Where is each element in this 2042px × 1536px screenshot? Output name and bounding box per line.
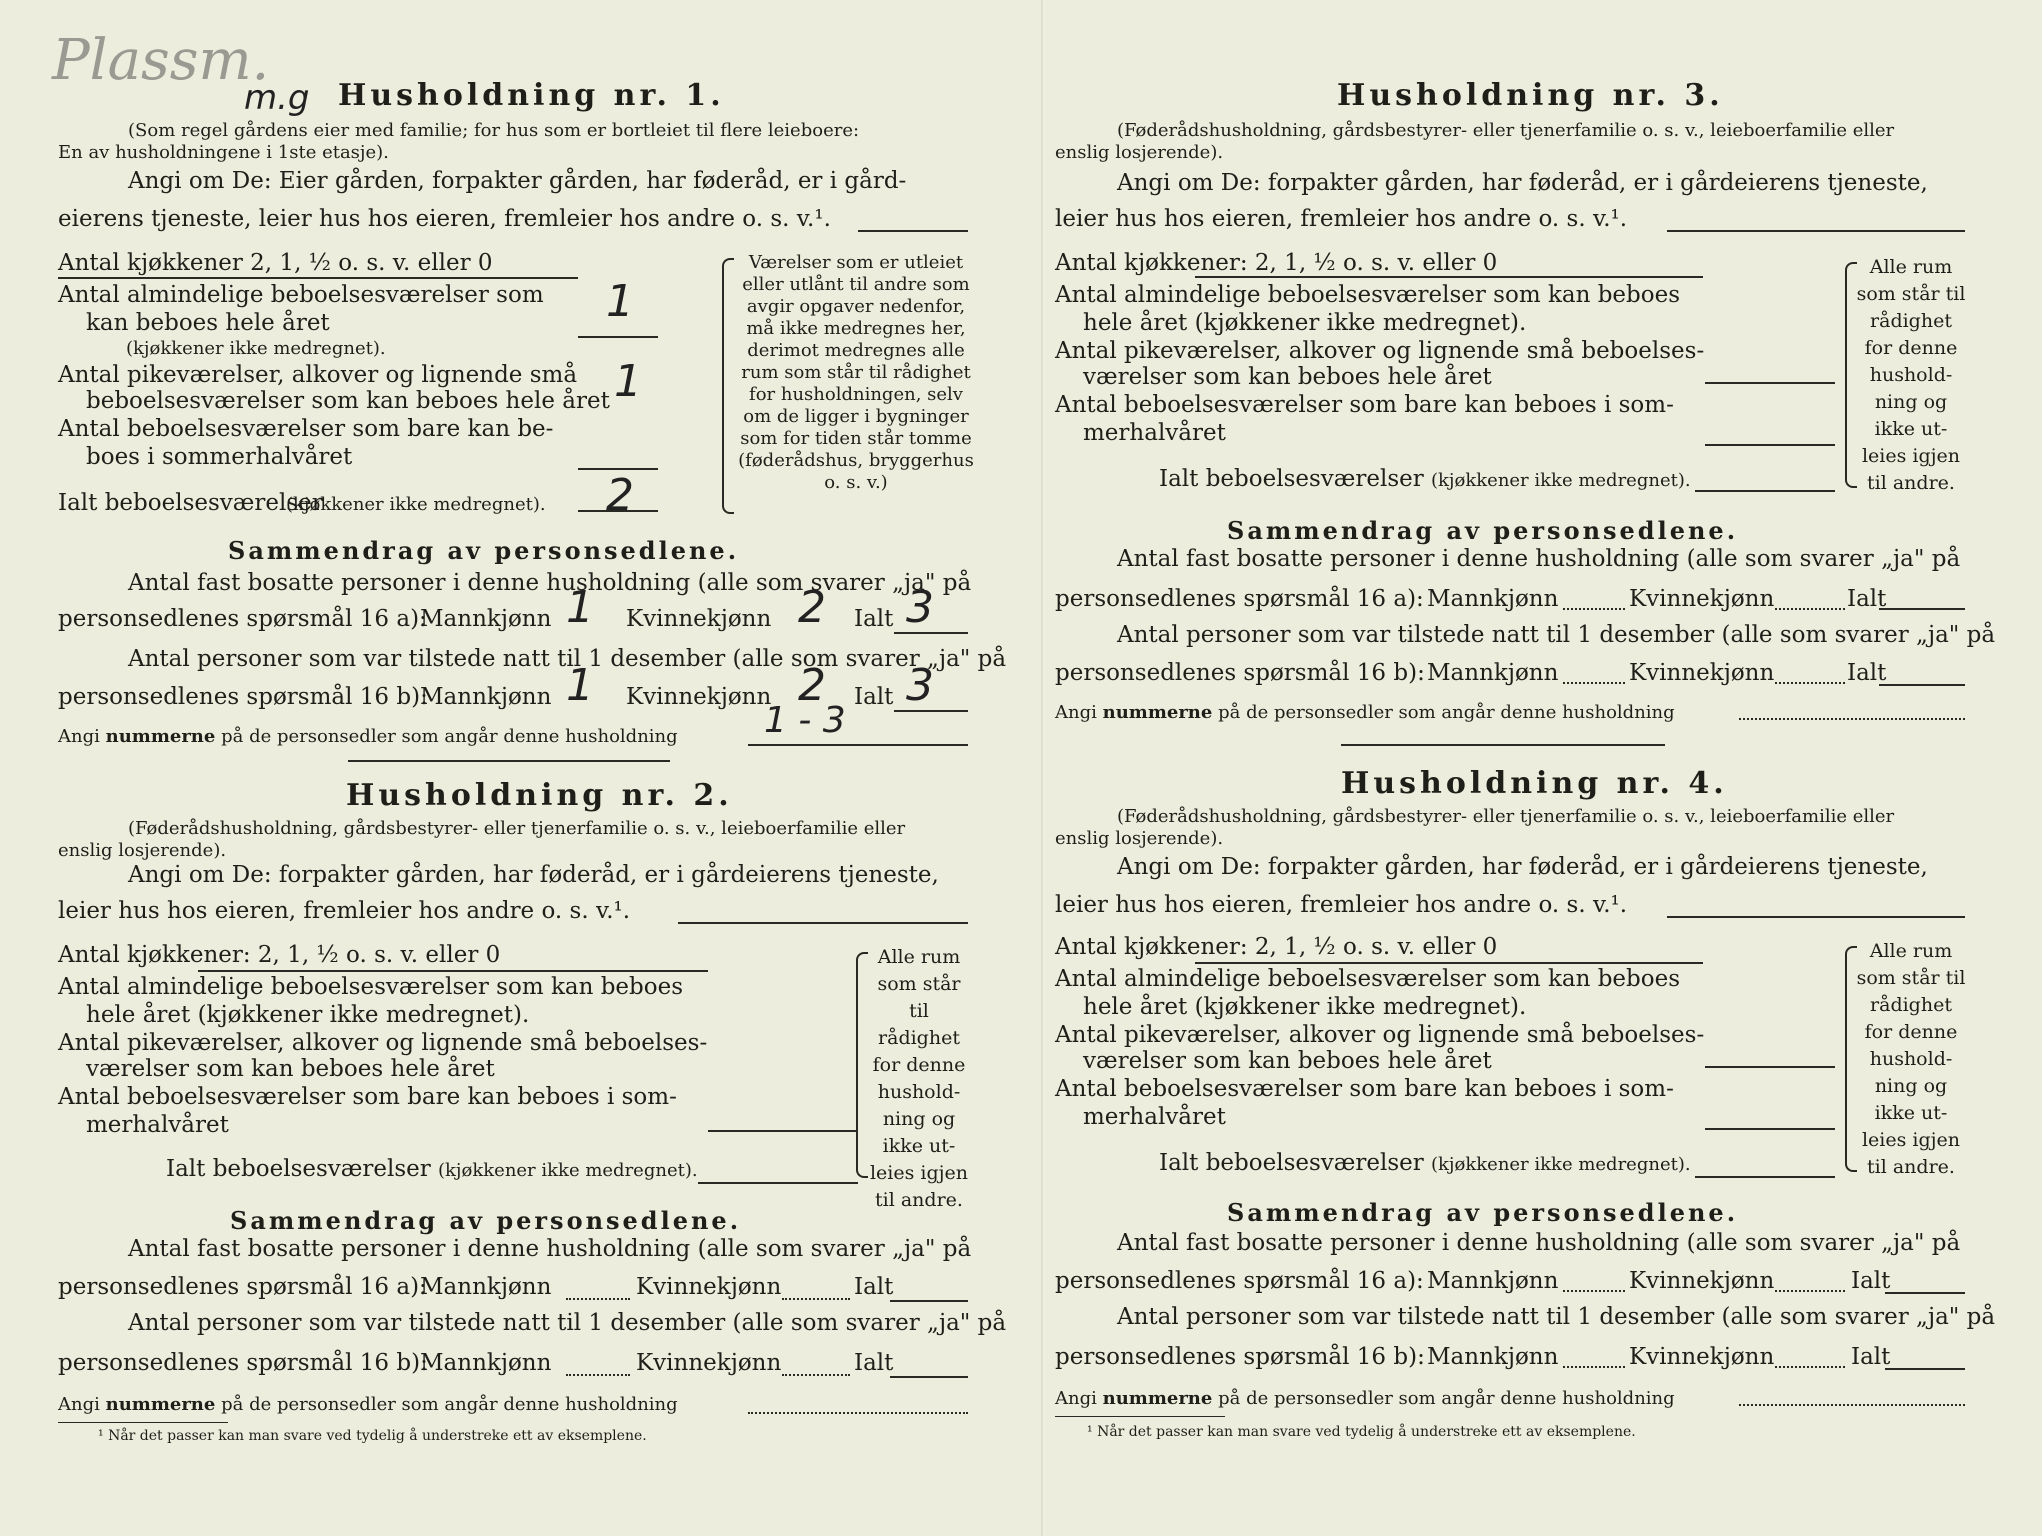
household-2-intro-2: enslig losjerende). [58, 840, 227, 861]
household-4-angi: Angi om De: forpakter gården, har føderåd, er i gårdeierens tjeneste, [1117, 854, 1928, 880]
present-female-line-4 [1775, 1366, 1845, 1368]
present-male-value: 1 [566, 660, 594, 711]
present-total-line [894, 710, 968, 712]
summer-rooms-label-h3-2: merhalvåret [1083, 420, 1226, 446]
maid-rooms-label-h2-2: værelser som kan beboes hele året [86, 1056, 495, 1082]
total-label-4b: Ialt [1851, 1344, 1891, 1370]
rooms-label-h2: Antal almindelige beboelsesværelser som kan beboes [58, 974, 684, 1000]
rooms-value: 1 [606, 276, 634, 327]
resident-line-2: Antal fast bosatte personer i denne husholdning (alle som svarer „ja" på [128, 1236, 972, 1262]
rooms-label: Antal almindelige beboelsesværelser som [58, 282, 544, 308]
total-line-4 [1695, 1176, 1835, 1178]
household-3-angi-2: leier hus hos eieren, fremleier hos andre o. s. v.¹. [1055, 206, 1628, 232]
footnote-separator-2 [1055, 1416, 1225, 1417]
footnote-separator [58, 1422, 228, 1423]
numbers-bold-3: nummerne [1102, 702, 1213, 723]
household-4-summary-title: Sammendrag av personsedlene. [1227, 1198, 1739, 1227]
section-separator-2 [1341, 744, 1665, 746]
summer-rooms-label-h2-2: merhalvåret [86, 1112, 229, 1138]
angi-answer-line-4 [1667, 916, 1965, 918]
total-label-4: Ialt [1851, 1268, 1891, 1294]
kitchens-line-2 [198, 970, 708, 972]
resident-question-4: personsedlenes spørsmål 16 a): [1055, 1268, 1424, 1294]
total-line-2 [698, 1182, 858, 1184]
numbers-label-3 [1055, 702, 1675, 723]
household-4-angi-2: leier hus hos eieren, fremleier hos andre o. s. v.¹. [1055, 892, 1628, 918]
maid-rooms-label-h4: Antal pikeværelser, alkover og lignende små beboelses- [1055, 1022, 1705, 1048]
household-4-intro-2: enslig losjerende). [1055, 828, 1224, 849]
rooms-label-2: kan beboes hele året [86, 310, 330, 336]
present-question-4: personsedlenes spørsmål 16 b): [1055, 1344, 1425, 1370]
resident-female-value: 2 [798, 582, 826, 633]
total-label-b: Ialt [854, 684, 894, 710]
maid-rooms-label-h3-2: værelser som kan beboes hele året [1083, 364, 1492, 390]
present-female-value: 2 [798, 660, 826, 711]
maid-rooms-label-2: beboelsesværelser som kan beboes hele året [86, 388, 610, 414]
rooms-label-h3-2: hele året (kjøkkener ikke medregnet). [1083, 310, 1527, 336]
household-1-intro: (Som regel gårdens eier med familie; for hus som er bortleiet til flere leieboere: [128, 120, 860, 141]
section-separator [348, 760, 670, 762]
kitchens-label-3: Antal kjøkkener: 2, 1, ½ o. s. v. eller 0 [1055, 250, 1498, 276]
resident-total-line-4 [1885, 1292, 1965, 1294]
resident-female-line-2 [782, 1298, 850, 1300]
total-label: Ialt [854, 606, 894, 632]
numbers-pre: Angi [58, 726, 100, 747]
summer-rooms-label-h4-2: merhalvåret [1083, 1104, 1226, 1130]
total-rooms-label-2: Ialt beboelsesværelser [166, 1156, 431, 1182]
household-2-title: Husholdning nr. 2. [346, 778, 733, 813]
page-fold [1041, 0, 1045, 1536]
summer-line-3 [1705, 444, 1835, 446]
rooms-label-h4-2: hele året (kjøkkener ikke medregnet). [1083, 994, 1527, 1020]
angi-answer-line [858, 230, 968, 232]
footnote-2: ¹ Når det passer kan man svare ved tydelig å understreke ett av eksemplene. [1087, 1424, 1636, 1440]
present-question-3: personsedlenes spørsmål 16 b): [1055, 660, 1425, 686]
female-label-3: Kvinnekjønn [1629, 586, 1775, 612]
kitchens-line-3 [1195, 276, 1703, 278]
total-label-3b: Ialt [1847, 660, 1887, 686]
male-label-2: Mannkjønn [420, 1274, 552, 1300]
resident-female-line-4 [1775, 1290, 1845, 1292]
present-line-3: Antal personer som var tilstede natt til 1 desember (alle som svarer „ja" på [1117, 622, 1996, 648]
rooms-line [578, 336, 658, 338]
resident-male-line-4 [1563, 1290, 1625, 1292]
summer-line-2 [708, 1130, 858, 1132]
maid-rooms-label-h2: Antal pikeværelser, alkover og lignende små beboelses- [58, 1030, 708, 1056]
resident-male-value: 1 [566, 582, 594, 633]
footnote: ¹ Når det passer kan man svare ved tydelig å understreke ett av eksemplene. [98, 1428, 647, 1444]
kitchens-line [58, 277, 578, 279]
kitchens-label-4: Antal kjøkkener: 2, 1, ½ o. s. v. eller 0 [1055, 934, 1498, 960]
total-rooms-label-3: Ialt beboelsesværelser [1159, 466, 1424, 492]
total-rooms-note-2: (kjøkkener ikke medregnet). [438, 1160, 698, 1181]
male-label-b: Mannkjønn [420, 684, 552, 710]
male-label-4b: Mannkjønn [1427, 1344, 1559, 1370]
present-line-2: Antal personer som var tilstede natt til 1 desember (alle som svarer „ja" på [128, 1310, 1007, 1336]
resident-total-value: 3 [906, 582, 934, 633]
present-male-line-3 [1563, 682, 1625, 684]
female-label-b: Kvinnekjønn [626, 684, 772, 710]
total-rooms-value: 2 [606, 470, 634, 521]
numbers-label [58, 726, 678, 747]
male-label: Mannkjønn [420, 606, 552, 632]
female-label-2b: Kvinnekjønn [636, 1350, 782, 1376]
numbers-post: på de personsedler som angår denne husholdning [221, 726, 678, 747]
total-line [578, 510, 658, 512]
female-label-4: Kvinnekjønn [1629, 1268, 1775, 1294]
resident-line-3: Antal fast bosatte personer i denne husholdning (alle som svarer „ja" på [1117, 546, 1961, 572]
numbers-post-4: på de personsedler som angår denne husholdning [1218, 1388, 1675, 1409]
maid-rooms-label-h3: Antal pikeværelser, alkover og lignende små beboelses- [1055, 338, 1705, 364]
resident-female-line-3 [1775, 608, 1845, 610]
male-label-4: Mannkjønn [1427, 1268, 1559, 1294]
kitchens-label-2: Antal kjøkkener: 2, 1, ½ o. s. v. eller 0 [58, 942, 501, 968]
numbers-label-4 [1055, 1388, 1675, 1409]
resident-total-line-2 [890, 1300, 968, 1302]
female-label: Kvinnekjønn [626, 606, 772, 632]
numbers-line-4 [1739, 1404, 1965, 1406]
summer-rooms-label-h3: Antal beboelsesværelser som bare kan beboes i som- [1055, 392, 1674, 418]
male-label-3: Mannkjønn [1427, 586, 1559, 612]
male-label-3b: Mannkjønn [1427, 660, 1559, 686]
resident-question-2: personsedlenes spørsmål 16 a): [58, 1274, 427, 1300]
present-question: personsedlenes spørsmål 16 b): [58, 684, 428, 710]
summer-line-4 [1705, 1128, 1835, 1130]
total-rooms-note: (kjøkkener ikke medregnet). [286, 494, 546, 515]
total-label-2b: Ialt [854, 1350, 894, 1376]
household-3-title: Husholdning nr. 3. [1337, 78, 1724, 113]
male-label-2b: Mannkjønn [420, 1350, 552, 1376]
summer-rooms-label: Antal beboelsesværelser som bare kan be- [58, 416, 554, 442]
resident-total-line-3 [1879, 608, 1965, 610]
household-3-intro: (Føderådshusholdning, gårdsbestyrer- eller tjenerfamilie o. s. v., leieboerfamilie eller [1117, 120, 1895, 141]
household-1-note: Værelser som er utleiet eller utlånt til andre som avgir opgaver nedenfor, må ikke medregnes her, derimot medregnes alle rum som står til rådighet for husholdningen, selv om de ligger i bygninger som for tiden står tomme (føderådshus, bryggerhus o. s. v.) [738, 252, 974, 493]
angi-answer-line-3 [1667, 230, 1965, 232]
household-3-intro-2: enslig losjerende). [1055, 142, 1224, 163]
numbers-pre-4: Angi [1055, 1388, 1097, 1409]
household-2-angi-2: leier hus hos eieren, fremleier hos andre o. s. v.¹. [58, 898, 631, 924]
rooms-note: (kjøkkener ikke medregnet). [126, 338, 386, 359]
household-3-note: Alle rum som står til rådighet for denne hushold-ning og ikke ut-leies igjen til andre. [1856, 256, 1966, 494]
present-total-line-3 [1879, 684, 1965, 686]
total-rooms-label: Ialt beboelsesværelser [58, 490, 323, 516]
maid-rooms-value: 1 [614, 356, 642, 407]
present-line-4: Antal personer som var tilstede natt til 1 desember (alle som svarer „ja" på [1117, 1304, 1996, 1330]
household-3-angi: Angi om De: forpakter gården, har føderåd, er i gårdeierens tjeneste, [1117, 170, 1928, 196]
maid-line-3 [1705, 382, 1835, 384]
present-female-line-3 [1775, 682, 1845, 684]
numbers-line-3 [1739, 718, 1965, 720]
maid-rooms-label: Antal pikeværelser, alkover og lignende små [58, 362, 578, 388]
present-total-value: 3 [906, 660, 934, 711]
household-3-summary-title: Sammendrag av personsedlene. [1227, 516, 1739, 545]
numbers-post-2: på de personsedler som angår denne husholdning [221, 1394, 678, 1415]
present-total-line-2 [890, 1376, 968, 1378]
resident-line: Antal fast bosatte personer i denne husholdning (alle som svarer „ja" på [128, 570, 972, 596]
kitchens-label: Antal kjøkkener 2, 1, ½ o. s. v. eller 0 [58, 250, 493, 276]
household-2-intro: (Føderådshusholdning, gårdsbestyrer- eller tjenerfamilie o. s. v., leieboerfamilie eller [128, 818, 906, 839]
total-line-3 [1695, 490, 1835, 492]
numbers-bold-2: nummerne [105, 1394, 216, 1415]
total-rooms-note-4: (kjøkkener ikke medregnet). [1431, 1154, 1691, 1175]
present-question-2: personsedlenes spørsmål 16 b): [58, 1350, 428, 1376]
household-1-title: Husholdning nr. 1. [338, 78, 725, 113]
maid-rooms-label-h4-2: værelser som kan beboes hele året [1083, 1048, 1492, 1074]
resident-question: personsedlenes spørsmål 16 a): [58, 606, 427, 632]
household-1-summary-title: Sammendrag av personsedlene. [228, 536, 740, 565]
female-label-2: Kvinnekjønn [636, 1274, 782, 1300]
household-2-angi: Angi om De: forpakter gården, har føderåd, er i gårdeierens tjeneste, [128, 862, 939, 888]
present-total-line-4 [1885, 1368, 1965, 1370]
total-rooms-note-3: (kjøkkener ikke medregnet). [1431, 470, 1691, 491]
maid-line-4 [1705, 1066, 1835, 1068]
present-male-line-2 [566, 1374, 630, 1376]
numbers-line-2 [748, 1412, 968, 1414]
household-1-angi: Angi om De: Eier gården, forpakter gården, har føderåd, er i gård- [128, 168, 907, 194]
numbers-pre-3: Angi [1055, 702, 1097, 723]
pencil-annotation: Plassm. [52, 28, 270, 93]
numbers-bold: nummerne [105, 726, 216, 747]
household-2-note: Alle rum som står til rådighet for denne hushold-ning og ikke ut-leies igjen til andre. [869, 946, 969, 1211]
rooms-label-h2-2: hele året (kjøkkener ikke medregnet). [86, 1002, 530, 1028]
household-4-note: Alle rum som står til rådighet for denne hushold-ning og ikke ut-leies igjen til andre. [1856, 940, 1966, 1178]
angi-answer-line-2 [678, 922, 968, 924]
rooms-label-h4: Antal almindelige beboelsesværelser som kan beboes [1055, 966, 1681, 992]
resident-male-line-2 [566, 1298, 630, 1300]
household-1-intro-2: En av husholdningene i 1ste etasje). [58, 142, 389, 163]
numbers-line [748, 744, 968, 746]
total-label-2: Ialt [854, 1274, 894, 1300]
resident-line-4: Antal fast bosatte personer i denne husholdning (alle som svarer „ja" på [1117, 1230, 1961, 1256]
present-female-line-2 [782, 1374, 850, 1376]
kitchens-line-4 [1195, 962, 1703, 964]
numbers-value: 1 - 3 [764, 700, 846, 741]
household-1-angi-2: eierens tjeneste, leier hus hos eieren, fremleier hos andre o. s. v.¹. [58, 206, 831, 232]
resident-total-line [894, 632, 968, 634]
numbers-pre-2: Angi [58, 1394, 100, 1415]
note-brace [722, 258, 734, 514]
female-label-4b: Kvinnekjønn [1629, 1344, 1775, 1370]
present-line: Antal personer som var tilstede natt til 1 desember (alle som svarer „ja" på [128, 646, 1007, 672]
female-label-3b: Kvinnekjønn [1629, 660, 1775, 686]
resident-question-3: personsedlenes spørsmål 16 a): [1055, 586, 1424, 612]
total-label-3: Ialt [1847, 586, 1887, 612]
household-4-title: Husholdning nr. 4. [1341, 766, 1728, 801]
numbers-bold-4: nummerne [1102, 1388, 1213, 1409]
summer-rooms-label-h4: Antal beboelsesværelser som bare kan beboes i som- [1055, 1076, 1674, 1102]
total-rooms-label-4: Ialt beboelsesværelser [1159, 1150, 1424, 1176]
present-male-line-4 [1563, 1366, 1625, 1368]
numbers-post-3: på de personsedler som angår denne husholdning [1218, 702, 1675, 723]
rooms-label-h3: Antal almindelige beboelsesværelser som kan beboes [1055, 282, 1681, 308]
summer-rooms-label-2: boes i sommerhalvåret [86, 444, 353, 470]
household-2-summary-title: Sammendrag av personsedlene. [230, 1206, 742, 1235]
household-4-intro: (Føderådshusholdning, gårdsbestyrer- eller tjenerfamilie o. s. v., leieboerfamilie eller [1117, 806, 1895, 827]
ink-annotation: m.g [244, 78, 310, 118]
resident-male-line-3 [1563, 608, 1625, 610]
numbers-label-2 [58, 1394, 678, 1415]
summer-rooms-label-h2: Antal beboelsesværelser som bare kan beboes i som- [58, 1084, 677, 1110]
